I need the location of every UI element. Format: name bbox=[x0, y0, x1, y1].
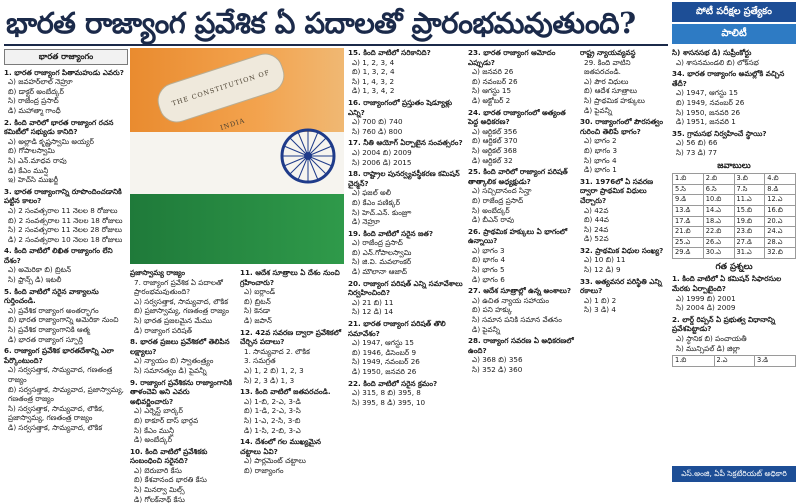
column-1 bbox=[4, 48, 128, 484]
answer-option: సి) జి.వి. మవలాంకర్ bbox=[352, 257, 412, 267]
answer-option: 1. సామ్యవాద 2. లౌకిక bbox=[244, 346, 310, 356]
question-item bbox=[240, 437, 344, 475]
question-text: 32. ప్రాథమిక విధుల సంఖ్య? bbox=[580, 245, 664, 255]
question-item bbox=[672, 69, 796, 127]
question-text: 31. 1976లో ఏ సవరణ ద్వారా ప్రాథమిక విధులు చేర్చారు? bbox=[580, 176, 654, 205]
answer-option: బి) 1-డి, 2-ఎ, 3-సి bbox=[244, 406, 301, 416]
question-text: 16. రాజ్యాంగంలో ప్రస్తుతం షెడ్యూళ్లు ఎన్ని? bbox=[348, 97, 453, 117]
answer-option: డి) భాగం 6 bbox=[472, 274, 505, 284]
answer-option: డి) అంబేద్కర్ bbox=[134, 435, 172, 445]
answer-option: డి) 1-సి, 2-బి, 3-ఎ bbox=[244, 425, 301, 435]
question-text: 27. ఆదేశ సూత్రాల్లో ఉన్న అంశాలు? bbox=[468, 286, 572, 296]
question-list bbox=[240, 268, 344, 484]
answer-option: ఎ) అమెరికా బి) బ్రిటన్ bbox=[8, 265, 72, 275]
answer-option: ఎ) శాసనమండలి బి) లోక్‌సభ bbox=[676, 57, 759, 67]
answer-option: డి) మౌలానా ఆజాద్ bbox=[352, 267, 407, 277]
answer-option: డి) పైవన్నీ bbox=[584, 105, 613, 115]
answer-option: బి) కేఎం పణిక్కర్ bbox=[352, 197, 400, 207]
answer-option: సి) 2, 3 డి) 1, 3 bbox=[244, 375, 295, 385]
answer-option: ఎ) 2 సంవత్సరాల 11 నెలల 8 రోజులు bbox=[8, 205, 118, 215]
answer-option: సి) కేఎం మున్షీ bbox=[134, 425, 175, 435]
answer-option: ఎ) ప్రవేశిక రాజ్యాంగ అంతర్భాగం bbox=[8, 305, 99, 315]
answer-cell: 22.బి bbox=[703, 227, 734, 238]
question-text: 8. భారత ప్రజలు ప్రవేశికలో తెలిపిన లక్ష్యాలు? bbox=[130, 337, 230, 356]
answer-option: సి) సమానత్వం డి) పైవన్నీ bbox=[134, 365, 207, 375]
headline-rule bbox=[4, 44, 668, 46]
question-item bbox=[348, 279, 464, 317]
answer-option: సి) మినర్వా మిల్స్ bbox=[134, 485, 185, 495]
answer-option: ఎ) ఉచిత న్యాయ సహాయం bbox=[472, 295, 549, 305]
answer-option: బి) ప్రజాస్వామ్య, గణతంత్ర రాజ్యం bbox=[134, 306, 230, 316]
answer-option: బి) గోపాలస్వామి bbox=[8, 146, 55, 156]
question-item bbox=[348, 48, 464, 96]
answers-row bbox=[673, 248, 796, 259]
answer-option: ఎ) ఎర్నెస్ట్ బార్కర్ bbox=[134, 406, 183, 416]
question-list bbox=[348, 48, 464, 407]
answer-cell: 10.బి bbox=[703, 195, 734, 206]
answer-cell: 3.బి bbox=[734, 174, 765, 185]
answer-option: బి) ఆర్టికల్ 370 bbox=[472, 136, 518, 146]
answers-row bbox=[673, 216, 796, 227]
answers-row bbox=[673, 227, 796, 238]
question-item bbox=[4, 118, 128, 185]
question-text: 6. రాజ్యాంగ ప్రవేశిక భారతదేశాన్ని ఎలా పేర్కొంటుంది? bbox=[4, 346, 114, 365]
question-item bbox=[580, 177, 668, 244]
section-tag: పోటీ పరీక్షల ప్రత్యేకం bbox=[672, 2, 796, 22]
question-item bbox=[672, 274, 796, 312]
answer-option: సి) భాగం 4 bbox=[584, 155, 617, 165]
question-item bbox=[348, 169, 464, 227]
answer-option: ఎ) 56 బి) 66 bbox=[676, 138, 718, 148]
answers-row bbox=[673, 205, 796, 216]
section-heading: భారత రాజ్యాంగం bbox=[4, 49, 128, 65]
question-item bbox=[468, 286, 576, 334]
answer-option: ఎ) 42వ bbox=[584, 205, 609, 215]
question-text: 14. దేశంలో గల ముఖ్యమైన చట్టాలు ఏవి? bbox=[240, 437, 321, 456]
answer-option: సి) ఆగస్టు 15 bbox=[472, 86, 512, 96]
answers-heading: జవాబులు bbox=[717, 160, 751, 171]
question-item bbox=[240, 268, 344, 326]
question-item bbox=[468, 108, 576, 166]
answer-option: బి) రాజేంద్ర ప్రసాద్ bbox=[472, 195, 524, 205]
question-list bbox=[672, 48, 796, 158]
answer-option: సి) 1, 4, 3, 2 bbox=[352, 76, 395, 86]
answer-option: ఇ) హెచ్‌సి ముఖర్జీ bbox=[8, 175, 59, 185]
answer-option: డి) నెహ్రూ bbox=[352, 217, 380, 227]
question-item bbox=[348, 229, 464, 277]
answer-option: ఎ) పౌర విధులు bbox=[584, 76, 629, 86]
question-item bbox=[130, 378, 234, 445]
answer-option: ఎ) ఆర్టికల్ 356 bbox=[472, 126, 518, 136]
answer-option: ఎ) బెరుబారి కేసు bbox=[134, 465, 182, 475]
answer-option: బి) ఎన్.గోపాలస్వామి bbox=[352, 247, 412, 257]
question-item bbox=[348, 319, 464, 377]
answer-option: సి) కెనడా bbox=[244, 306, 271, 316]
answer-option: ఎ) 1, 2 బి) 1, 2, 3 bbox=[244, 365, 304, 375]
question-text: 35. గ్రామసభ నిర్వహించే స్థాయి? bbox=[672, 128, 767, 138]
question-text: 4. కింది వాటిలో లిఖిత రాజ్యాంగం లేని దేశం? bbox=[4, 246, 113, 265]
answer-option: సి) ఆర్టికల్ 368 bbox=[472, 145, 517, 155]
previous-answers-table bbox=[672, 355, 796, 367]
question-text: 11. ఆదేశ సూత్రాలు ఏ దేశం నుంచి గ్రహించారు? bbox=[240, 268, 340, 287]
answers-row bbox=[673, 195, 796, 206]
answer-cell: 1.బి bbox=[673, 356, 715, 367]
answer-cell: 26.ఎ bbox=[703, 237, 734, 248]
answer-option: ఎ) 1947, ఆగస్టు 15 bbox=[676, 88, 738, 98]
question-item bbox=[4, 287, 128, 345]
answer-option: ఎ) 315, 8 బి) 395, 8 bbox=[352, 388, 421, 398]
column-2 bbox=[130, 268, 344, 504]
answer-cell: 16.బి bbox=[765, 205, 796, 216]
answer-option: ఎ) భాగం 3 bbox=[472, 245, 505, 255]
answer-cell: 14.ఎ bbox=[703, 205, 734, 216]
answer-option: 3. సమగ్రత bbox=[244, 356, 276, 366]
answer-option: సి) సర్వసత్తాక, సామ్యవాద, లౌకిక, ప్రజాస్వామ్య, గణతంత్ర రాజ్యం bbox=[8, 403, 105, 423]
question-text: 10. కింది వాటిలో ప్రవేశికకు సంబంధించి సరైనది? bbox=[130, 446, 208, 466]
answer-option: సి) ప్రవేశిక రాజ్యాంగానికి ఆత్మ bbox=[8, 325, 90, 335]
question-text: 22. కింది వాటిలో సరైన క్రమం? bbox=[348, 378, 438, 388]
previous-question-list bbox=[672, 274, 796, 353]
answer-option: ఎ) న్యాయం బి) స్వాతంత్ర్యం bbox=[134, 356, 214, 366]
question-text: 20. రాజ్యాంగ పరిషత్ ఎన్ని సమావేశాలు నిర్వహించింది? bbox=[348, 278, 463, 298]
answer-option: డి) భారత రాజ్యాంగ స్ఫూర్తి bbox=[8, 334, 83, 344]
answer-option: ఎ) 368 బి) 356 bbox=[472, 355, 523, 365]
answer-option: బి) భాగం 4 bbox=[472, 255, 506, 265]
answer-cell: 12.ఎ bbox=[765, 195, 796, 206]
answer-cell: 11.ఎ bbox=[734, 195, 765, 206]
answer-option: డి) పైవన్నీ bbox=[472, 324, 501, 334]
answer-option: డి) 2 సంవత్సరాల 10 నెలల 18 రోజులు bbox=[8, 234, 123, 244]
answer-cell: 2.బి bbox=[703, 174, 734, 185]
answer-option: సి) భాగం 5 bbox=[472, 265, 505, 275]
constitution-scroll: THE CONSTITUTION OF INDIA bbox=[153, 49, 289, 127]
answer-option: బి) రాజ్యాంగం bbox=[244, 465, 284, 475]
answer-cell: 3.డి bbox=[755, 356, 796, 367]
question-item bbox=[580, 48, 668, 115]
question-item bbox=[580, 117, 668, 175]
answer-option: డి) మహాత్మా గాంధీ bbox=[8, 105, 61, 115]
answer-option: సి) 352 డి) 360 bbox=[472, 365, 523, 374]
answer-option: సి) 1949, నవంబర్ 26 bbox=[352, 357, 420, 367]
question-item bbox=[348, 98, 464, 136]
answer-option: సి) భారత ప్రజలమైన మేము bbox=[134, 315, 213, 325]
question-item bbox=[468, 167, 576, 225]
answers-row bbox=[673, 184, 796, 195]
question-text: 25. కింది వారిలో రాజ్యాంగ పరిషత్ తాత్కాలిక అధ్యక్షుడు? bbox=[468, 167, 568, 186]
subject-tag: పాలిటీ bbox=[672, 24, 796, 44]
answer-option: డి) రాజ్యాంగ పరిషత్ bbox=[134, 325, 193, 335]
answer-option: సి) ఎన్.మాధవ రావు bbox=[8, 155, 67, 165]
question-item bbox=[672, 129, 796, 158]
column-6 bbox=[672, 48, 796, 484]
question-text: 1. భారత రాజ్యాంగ పితామహుడు ఎవరు? bbox=[4, 67, 124, 77]
answer-cell: 24.ఎ bbox=[765, 227, 796, 238]
answer-option: ఎ) ఫజల్ అలీ bbox=[352, 188, 391, 198]
answer-option: సి) అంబేద్కర్ bbox=[472, 205, 510, 215]
question-text: 28. రాజ్యాంగ సవరణ ఏ అధికరణలో ఉంది? bbox=[468, 336, 574, 355]
answer-option: సి) 2006 డి) 2015 bbox=[352, 157, 412, 167]
answer-option: బి) 1946, డిసెంబర్ 9 bbox=[352, 347, 417, 357]
column-5 bbox=[580, 48, 668, 484]
headline: భారత రాజ్యాంగ ప్రవేశిక ఏ పదాలతో ప్రారంభమవుతుంది? bbox=[6, 6, 636, 40]
answer-option: డి) జపాన్ bbox=[244, 315, 272, 325]
answer-option: డి) భాగం 1 bbox=[584, 165, 617, 175]
question-item bbox=[4, 68, 128, 116]
question-text: 15. కింది వాటిలో సరికానిది? bbox=[348, 48, 431, 57]
answer-option: బి) నవంబర్ 26 bbox=[472, 76, 518, 86]
answer-option: ఎ) 1, 2, 3, 4 bbox=[352, 57, 395, 67]
question-item bbox=[240, 328, 344, 386]
answer-option: ఎ) 10 బి) 11 bbox=[584, 255, 626, 265]
question-item bbox=[580, 246, 668, 275]
ashoka-chakra-icon bbox=[280, 128, 336, 184]
answer-cell: 6.సి bbox=[703, 184, 734, 195]
answer-option: డి) 1951, జనవరి 1 bbox=[676, 117, 736, 127]
answer-option: ఎ) పార్లమెంట్ చట్టాలు bbox=[244, 456, 306, 466]
question-text: 30. రాజ్యాంగంలో పౌరసత్వం గురించి తెలిపే భాగం? bbox=[580, 117, 663, 136]
answer-option: డి) అక్టోబర్ 2 bbox=[472, 95, 511, 105]
question-text: 12. 42వ సవరణ ద్వారా ప్రవేశికలో చేర్చిన పదాలు? bbox=[240, 327, 342, 347]
answer-cell: 28.ఎ bbox=[765, 237, 796, 248]
answer-cell: 15.బి bbox=[734, 205, 765, 216]
answer-option: బి) బ్రిటన్ bbox=[244, 296, 271, 306]
answer-option: ఎ) 1 బి) 2 bbox=[584, 295, 617, 305]
answer-option: ఎ) 1999 బి) 2001 bbox=[676, 293, 736, 303]
answers-table bbox=[672, 173, 796, 259]
column-3 bbox=[348, 48, 464, 484]
question-item bbox=[4, 346, 128, 432]
answer-cell: 9.డి bbox=[673, 195, 704, 206]
question-text: ప్రజాస్వామ్య రాజ్యం bbox=[130, 268, 186, 277]
answer-option: డి) 1950, జనవరి 26 bbox=[352, 367, 417, 376]
answer-cell: 5.సి bbox=[673, 184, 704, 195]
answer-option: బి) ఠాకూర్ దాస్ భార్గవ bbox=[134, 415, 199, 425]
answer-option: బి) 1, 3, 2, 4 bbox=[352, 67, 395, 77]
answer-option: డి) ఆర్టికల్ 32 bbox=[472, 155, 513, 165]
answer-option: సి) ప్రాథమిక హక్కులు bbox=[584, 95, 645, 105]
question-text: 9. రాజ్యాంగ ప్రవేశికను రాజ్యాంగానికి తాళంచెవి అని ఎవరు అభివర్ణించారు? bbox=[130, 377, 233, 406]
answer-option: బి) సర్వసత్తాక, సామ్యవాద, ప్రజాస్వామ్య, గణతంత్ర రాజ్యం bbox=[8, 384, 124, 404]
question-list bbox=[580, 48, 668, 315]
column-4 bbox=[468, 48, 576, 484]
answer-option: బి) కేశవానంద భారతి కేసు bbox=[134, 475, 207, 485]
answer-option: సి) హెచ్.ఎన్. కుంజ్రూ bbox=[352, 207, 412, 217]
answer-option: బి) డాక్టర్ అంబేద్కర్ bbox=[8, 86, 64, 96]
answer-cell: 19.బి bbox=[734, 216, 765, 227]
question-item bbox=[348, 138, 464, 167]
question-item bbox=[130, 337, 234, 375]
answer-option: బి) భారత రాజ్యాంగాన్ని అమెరికా నుంచి bbox=[8, 315, 119, 325]
answer-option: సి) రాజేంద్ర ప్రసాద్ bbox=[8, 96, 59, 106]
question-text: రాష్ట్ర న్యాయవ్యవస్థ bbox=[580, 48, 636, 57]
answer-option: డి) 52వ bbox=[584, 234, 609, 244]
answer-option: బి) 1949, నవంబర్ 26 bbox=[676, 97, 745, 107]
question-item bbox=[468, 336, 576, 374]
answer-option: బి) ఆదేశ సూత్రాలు bbox=[584, 86, 637, 96]
answer-cell: 1.బి bbox=[673, 174, 704, 185]
question-item bbox=[4, 246, 128, 284]
answer-option: ఎ) 2004 బి) 2009 bbox=[352, 147, 412, 157]
question-list bbox=[468, 48, 576, 375]
answer-cell: 7.సి bbox=[734, 184, 765, 195]
author-credit: ఎస్.అంజి, ఏపీ సెక్రటేరియట్ అధికారి bbox=[672, 466, 796, 482]
question-text: 23. భారత రాజ్యాంగ ఆమోదం ఎప్పుడు? bbox=[468, 48, 556, 67]
question-text: 33. అత్యవసర పరిస్థితి ఎన్ని రకాలు? bbox=[580, 276, 662, 296]
question-text: సి) శాసనసభ డి) సుప్రీంకోర్టు bbox=[672, 48, 752, 57]
answer-cell: 20.ఎ bbox=[765, 216, 796, 227]
question-text: 3. భారత రాజ్యాంగాన్ని రూపొందించడానికి పట్టిన కాలం? bbox=[4, 186, 122, 206]
answer-cell: 23.బి bbox=[734, 227, 765, 238]
answer-cell: 21.బి bbox=[673, 227, 704, 238]
answer-option: డి) 1, 3, 4, 2 bbox=[352, 86, 395, 96]
answer-option: సి) 12 డి) 14 bbox=[352, 307, 394, 317]
answer-option: బి) 2 సంవత్సరాల 11 నెలల 18 రోజులు bbox=[8, 215, 123, 225]
constitution-photo bbox=[130, 48, 344, 264]
answer-option: సి) 1950, జనవరి 26 bbox=[676, 107, 741, 117]
answer-option: ఎ) 700 బి) 740 bbox=[352, 117, 403, 127]
question-item bbox=[580, 277, 668, 315]
answer-option: ఎ) భాగం 2 bbox=[584, 136, 617, 146]
answer-option: 29. కింది వాటిని జతపరచండి. bbox=[584, 57, 631, 77]
question-text: 17. నీతి ఆయోగ్ ఏర్పాటైన సంవత్సరం? bbox=[348, 138, 463, 148]
answer-cell: 2.ఎ bbox=[714, 356, 755, 367]
answer-option: ఎ) రాజేంద్ర ప్రసాద్ bbox=[352, 238, 403, 248]
answer-option: బి) పని హక్కు bbox=[472, 305, 513, 315]
answer-option: డి) బీఎన్ రావు bbox=[472, 215, 515, 225]
question-text: 18. రాష్ట్రాల పునర్వ్యవస్థీకరణ కమిషన్ చైర్మన్? bbox=[348, 169, 460, 188]
answer-option: సి) 3 డి) 4 bbox=[584, 305, 616, 315]
answer-option: సి) సమాన పనికి సమాన వేతనం bbox=[472, 315, 562, 325]
answer-option: ఎ) 1-బి, 2-ఎ, 3-డి bbox=[244, 396, 301, 406]
question-item bbox=[672, 315, 796, 353]
answer-option: సి) 73 డి) 77 bbox=[676, 147, 718, 157]
question-item bbox=[4, 187, 128, 245]
question-text: 19. కింది వాటిలో సరైన జత? bbox=[348, 228, 434, 238]
answer-cell: 31.ఎ bbox=[734, 248, 765, 259]
answer-cell: 17.డి bbox=[673, 216, 704, 227]
answer-option: ఎ) జవహర్‌లాల్ నెహ్రూ bbox=[8, 77, 73, 87]
question-item bbox=[468, 227, 576, 285]
answer-option: ఎ) స్థానిక బి) పంచాయతీ bbox=[676, 334, 747, 344]
question-item bbox=[672, 48, 796, 67]
question-text: 1. కింది వాటిలో ఏ కమిషన్ సిఫారసుల మేరకు ఏర్పాటైంది? bbox=[672, 274, 782, 294]
answer-option: సి) మున్సిపల్ డి) జిల్లా bbox=[676, 343, 740, 353]
question-item bbox=[130, 447, 234, 504]
answers-row bbox=[673, 174, 796, 185]
answer-cell: 13.డి bbox=[673, 205, 704, 216]
answer-option: ఎ) సచ్చిదానంద సిన్హా bbox=[472, 186, 532, 196]
question-item bbox=[348, 379, 464, 408]
answer-option: సి) 2 సంవత్సరాల 11 నెలల 28 రోజులు bbox=[8, 225, 122, 235]
answer-option: సి) 12 డి) 9 bbox=[584, 265, 621, 275]
answer-option: సి) 24వ bbox=[584, 224, 609, 234]
answer-option: ఎ) ఐర్లాండ్ bbox=[244, 287, 276, 297]
answer-option: సి) 1-ఎ, 2-సి, 3-బి bbox=[244, 415, 301, 425]
question-item bbox=[468, 48, 576, 106]
question-list bbox=[4, 68, 128, 433]
question-text: 34. భారత రాజ్యాంగం అమల్లోకి వచ్చిన తేదీ? bbox=[672, 69, 785, 88]
answers-row bbox=[673, 237, 796, 248]
question-text: 13. కింది వాటిలో జతపరచండి. bbox=[240, 387, 331, 397]
answer-cell: 30.ఎ bbox=[703, 248, 734, 259]
answer-cell: 4.బి bbox=[765, 174, 796, 185]
answer-option: 7. రాజ్యాంగ ప్రవేశిక ఏ పదాలతో ప్రారంభమవుతుంది? bbox=[134, 277, 223, 297]
question-list bbox=[130, 268, 234, 504]
question-text: 5. కింది వాటిలో సరైన వాక్యాలను గుర్తించండి. bbox=[4, 286, 99, 306]
answers-row bbox=[673, 356, 796, 367]
answer-option: ఎ) జనవరి 26 bbox=[472, 67, 514, 77]
answer-option: ఎ) సర్వసత్తాక, సామ్యవాద, లౌకిక bbox=[134, 296, 228, 306]
answer-option: సి) 395, 8 డి) 395, 10 bbox=[352, 397, 426, 407]
answer-cell: 27.డి bbox=[734, 237, 765, 248]
question-text: 24. భారత రాజ్యాంగంలో అత్యంత పెద్ద అధికరణ? bbox=[468, 107, 566, 127]
answer-option: ఎ) అల్లాడి కృష్ణస్వామి అయ్యర్ bbox=[8, 136, 94, 146]
answer-cell: 32.బి bbox=[765, 248, 796, 259]
answer-cell: 29.డి bbox=[673, 248, 704, 259]
answer-option: డి) గోలక్‌నాథ్ కేసు bbox=[134, 494, 185, 504]
answer-option: సి) 2004 డి) 2009 bbox=[676, 303, 736, 313]
question-item bbox=[130, 268, 234, 335]
question-item bbox=[240, 387, 344, 435]
question-text: 26. ప్రాథమిక హక్కులు ఏ భాగంలో ఉన్నాయి? bbox=[468, 226, 568, 246]
question-text: 2. లార్డ్ రిప్పన్ ఏ ప్రభుత్వ విధానాన్ని ప్రవేశపెట్టాడు? bbox=[672, 314, 776, 334]
answer-cell: 18.ఎ bbox=[703, 216, 734, 227]
answer-option: బి) భాగం 3 bbox=[584, 145, 618, 155]
answer-option: సి) 760 డి) 800 bbox=[352, 126, 403, 136]
answer-option: డి) సర్వసత్తాక, సామ్యవాద, లౌకిక bbox=[8, 422, 103, 432]
answer-option: డి) కేఎం మున్షీ bbox=[8, 165, 49, 175]
answer-option: ఎ) సర్వసత్తాక, సామ్యవాద, గణతంత్ర రాజ్యం bbox=[8, 365, 113, 384]
answer-cell: 8.డి bbox=[765, 184, 796, 195]
question-text: 21. భారత రాజ్యాంగ పరిషత్ తొలి సమావేశం? bbox=[348, 319, 446, 338]
answer-option: బి) 44వ bbox=[584, 215, 609, 225]
question-text: 2. కింది వారిలో భారత రాజ్యాంగ రచన కమిటీలో సభ్యుడు కానిది? bbox=[4, 117, 114, 137]
previous-questions-heading: గత ప్రశ్నలు bbox=[715, 261, 753, 272]
answer-option: ఎ) 1947, ఆగస్టు 15 bbox=[352, 338, 414, 348]
answer-option: ఎ) 21 బి) 11 bbox=[352, 297, 394, 307]
answer-option: సి) ఫ్రాన్స్ డి) ఇటలీ bbox=[8, 275, 62, 285]
answer-cell: 25.ఎ bbox=[673, 237, 704, 248]
